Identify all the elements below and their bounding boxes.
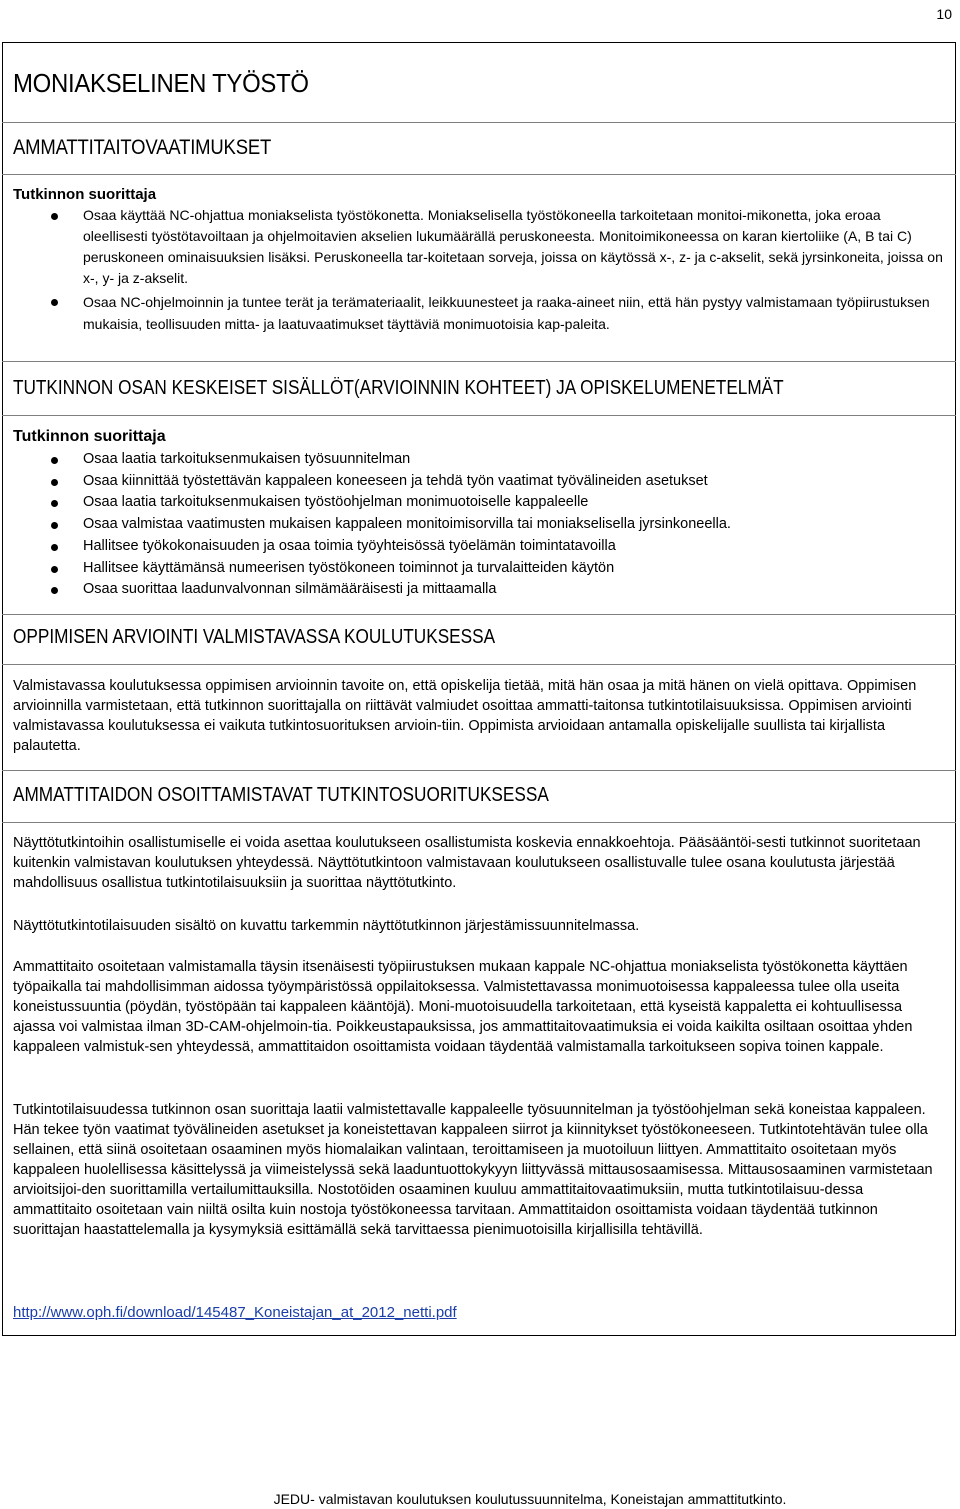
divider bbox=[2, 614, 956, 615]
bullet-icon bbox=[51, 544, 58, 551]
list-item bbox=[13, 558, 950, 580]
list-item-text: Hallitsee työkokonaisuuden ja osaa toimia työyhteisössä työelämän toimintatavoilla bbox=[83, 537, 616, 554]
bullet-icon bbox=[51, 457, 58, 464]
paragraph: Ammattitaito osoitetaan valmistamalla täysin itsenäisesti työpiirustuksen mukaan kappale NC-ohjattua moniakselista työstökonetta käyttäen työpaikalla tai mahdollisimman aidossa työympäristössä oppilaitoksessa. Valmistettavassa monimuotoisessa kappaleessa tulee olla useita koneistussuuntia (pöydän, työstöpään tai kappaleen kääntöjä). Moni-muotoisuudella tarkoitetaan, että kyseistä kappaletta ei kohtuullisessa ajassa voi valmistaa ilman 3D-CAM-ohjelmoin-tia. Poikkeustapauksissa, jos ammattitaitovaatimuksia ei voida kaikilta osiltaan osoittaa yhden kappaleen valmistuk-sen yhteydessä, ammattitaidon osoittamista voidaan täydentää valmistamalla tarkoitukseen sopiva toinen kappale. bbox=[13, 959, 913, 1055]
list-item bbox=[13, 291, 946, 335]
list-item-text: Osaa suorittaa laadunvalvonnan silmämääräisesti ja mittaamalla bbox=[83, 581, 497, 598]
assessment-section bbox=[13, 676, 944, 756]
list-item bbox=[13, 536, 950, 558]
bullet-icon bbox=[51, 566, 58, 573]
contents-list bbox=[13, 449, 950, 601]
requirements-subheading: Tutkinnon suorittaja bbox=[13, 186, 157, 203]
bullet-icon bbox=[51, 500, 58, 507]
divider bbox=[2, 664, 956, 665]
contents-heading: TUTKINNON OSAN KESKEISET SISÄLLÖT(ARVIOINNIN KOHTEET) JA OPISKELUMENETELMÄT bbox=[13, 377, 784, 399]
divider bbox=[2, 122, 956, 123]
paragraph: Näyttötutkintotilaisuuden sisältö on kuvattu tarkemmin näyttötutkinnon järjestämissuunnitelmassa. bbox=[13, 918, 640, 934]
list-item-text: Osaa kiinnittää työstettävän kappaleen koneeseen ja tehdä työn vaatimat työvälineiden asetukset bbox=[83, 472, 708, 489]
list-item-text: Osaa valmistaa vaatimusten mukaisen kappaleen monitoimisorvilla tai moniakselisella jyrsinkoneella. bbox=[83, 516, 731, 533]
list-item bbox=[13, 579, 950, 601]
demonstration-section bbox=[13, 916, 946, 936]
divider bbox=[2, 361, 956, 362]
list-item-text: Osaa laatia tarkoituksenmukaisen työsuunnitelman bbox=[83, 451, 411, 467]
requirements-list bbox=[13, 205, 946, 335]
page-footer: JEDU- valmistavan koulutuksen koulutussuunnitelma, Koneistajan ammattitutkinto. bbox=[273, 1491, 787, 1507]
demonstration-section bbox=[13, 957, 946, 1057]
paragraph: Tutkintotilaisuudessa tutkinnon osan suorittaja laatii valmistettavalle kappaleelle työsuunnitelman ja työstöohjelman sekä koneistaa kappaleen. Hän tekee työn vaatimat työvälineiden asetukset ja koneistettavan kappaleen siirrot ja kiinnitykset työstökoneeseen. Tutkintotehtävän tulee olla sellainen, että siinä osoitetaan osaaminen myös hiomalaikan valintaan, teroittamiseen ja muotoiluun liittyen. Ammattitaito osoitetaan myös kappaleen huolellisessa käsittelyssä ja viimeistelyssä sekä laaduntuottokykyyn liittyvässä mittausosaamisessa. Mittausosaaminen varmistetaan arvioitsijoi-den suorittamilla vertailumittauksilla. Nostotöiden osaaminen kuuluu ammattitaitovaatimuksiin, mutta tutkintotilaisuu-dessa ammattitaito osoitetaan vain niiltä osilta kuin nostoja työstökoneessa tarvitaan. Ammattitaidon osoittamista voidaan täydentää tutkinnon suorittajan haastattelemalla ja kysymyksiä esittämällä sekä tarvittaessa pienimuotoisilla kirjallisilla tehtävillä. bbox=[13, 1102, 933, 1238]
list-item-text: Hallitsee käyttämänsä numeerisen työstökoneen toiminnot ja turvalaitteiden käytön bbox=[83, 559, 615, 576]
bullet-icon bbox=[51, 213, 58, 220]
reference-link[interactable]: http://www.oph.fi/download/145487_Koneistajan_at_2012_netti.pdf bbox=[13, 1304, 457, 1321]
link-section bbox=[13, 1304, 950, 1322]
assessment-heading: OPPIMISEN ARVIOINTI VALMISTAVASSA KOULUTUKSESSA bbox=[13, 626, 496, 648]
bullet-icon bbox=[51, 479, 58, 486]
list-item bbox=[13, 449, 950, 471]
list-item bbox=[13, 205, 946, 289]
list-item-text: Osaa laatia tarkoituksenmukaisen työstöohjelman monimuotoiselle kappaleelle bbox=[83, 494, 589, 511]
list-item-text: Osaa NC-ohjelmoinnin ja tuntee terät ja terämateriaalit, leikkuunesteet ja raaka-aineet niin, että hän pystyy valmistamaan työpiirustuksen mukaisia, teollisuuden mitta- ja laatuvaatimukset täyttäviä monimuotoisia kap-paleita. bbox=[83, 294, 930, 332]
list-item bbox=[13, 514, 950, 536]
assessment-paragraph: Valmistavassa koulutuksessa oppimisen arvioinnin tavoite on, että opiskelija tietää, mitä hän osaa ja mitä hänen on vielä opittava. Oppimisen arvioinnilla varmistetaan, että tutkinnon suorittajalla on riittävät valmiudet osoittaa ammatti-taitonsa tutkintotilaisuuksissa. Oppimisen arviointi valmistavassa koulutuksessa ei vaikuta tutkintosuorituksen arvioin-tiin. Oppimista arvioidaan antamalla opiskelijalle suullista tai kirjallista palautetta. bbox=[13, 678, 917, 754]
divider bbox=[2, 174, 956, 175]
bullet-icon bbox=[51, 587, 58, 594]
demonstration-section bbox=[13, 833, 946, 893]
list-item-text: Osaa käyttää NC-ohjattua moniakselista työstökonetta. Moniakselisella työstökoneella tarkoitetaan monitoi-mikonetta, joka eroaa oleellisesti työstötavoiltaan ja ohjelmoitavien akselien lukumäärällä peruskoneesta. Monitoimikoneessa on karan kiertoliike (A, B tai C) peruskoneen ominaisuuksien lisäksi. Peruskoneella tar-koitetaan sorveja, joissa on käytössä x-, z- ja c-akselit, sekä jyrsinkoneita, joissa on x-, y- ja z-akselit. bbox=[83, 207, 943, 286]
divider bbox=[2, 415, 956, 416]
paragraph: Näyttötutkintoihin osallistumiselle ei voida asettaa koulutukseen osallistumista koskevia ennakkoehtoja. Pääsääntöi-sesti tutkinnot suoritetaan kuitenkin valmistavan koulutuksen yhteydessä. Näyttötutkintoon valmistavaan koulutukseen osallistuvalle tulee osana koulutusta järjestää mahdollisuus osallistua tutkintotilaisuuksiin ja suorittaa näyttötutkinto. bbox=[13, 835, 921, 891]
demonstration-heading: AMMATTITAIDON OSOITTAMISTAVAT TUTKINTOSUORITUKSESSA bbox=[13, 784, 549, 806]
contents-subheading: Tutkinnon suorittaja bbox=[13, 428, 166, 445]
page-number: 10 bbox=[936, 6, 952, 22]
divider bbox=[2, 770, 956, 771]
list-item bbox=[13, 471, 950, 493]
divider bbox=[2, 822, 956, 823]
bullet-icon bbox=[51, 522, 58, 529]
list-item bbox=[13, 492, 950, 514]
bullet-icon bbox=[51, 299, 58, 306]
requirements-heading: AMMATTITAITOVAATIMUKSET bbox=[13, 136, 272, 159]
demonstration-section bbox=[13, 1100, 946, 1240]
page-title: MONIAKSELINEN TYÖSTÖ bbox=[13, 68, 309, 98]
